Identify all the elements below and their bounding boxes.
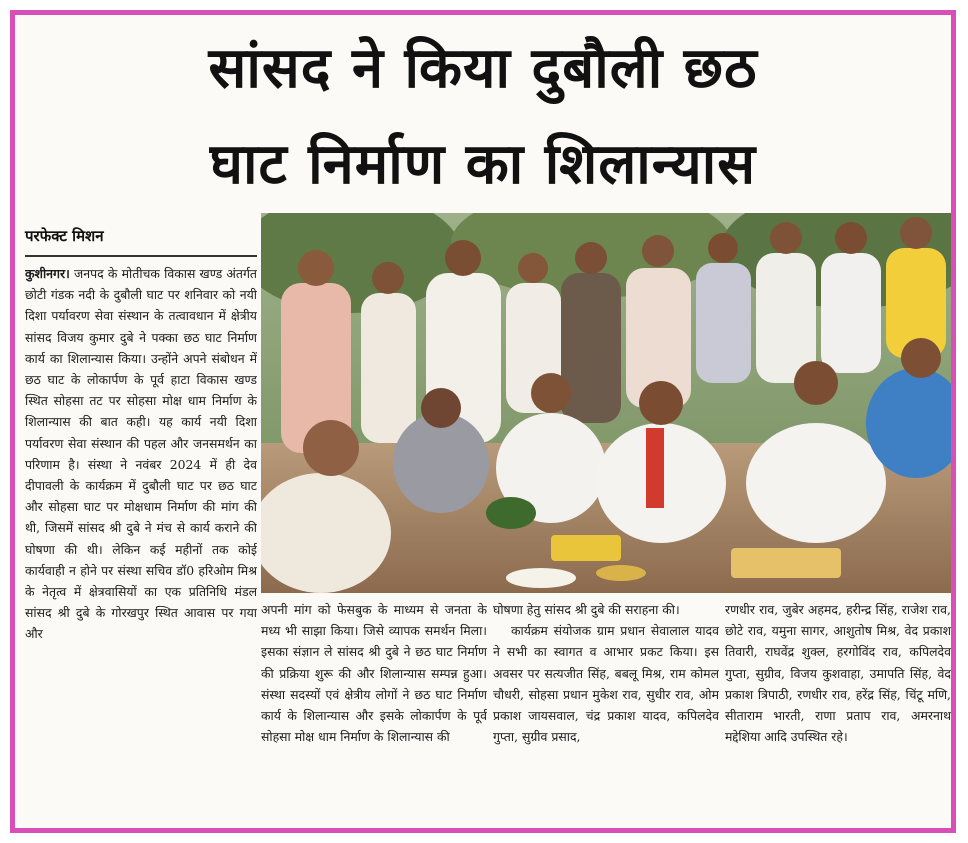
headline-line-1: सांसद ने किया दुबौली छठ: [208, 36, 758, 101]
byline: परफेक्ट मिशन: [25, 221, 257, 257]
headline-line-2: घाट निर्माण का शिलान्यास: [209, 132, 757, 197]
dateline-place: कुशीनगर।: [25, 266, 70, 281]
article-text-col3a: घोषणा हेतु सांसद श्री दुबे की सराहना की।: [493, 602, 680, 617]
article-column-1: [25, 263, 257, 828]
newspaper-clipping: [10, 10, 956, 833]
article-text-col2: अपनी मांग को फेसबुक के माध्यम से जनता के मध्य भी साझा किया। जिसे व्यापक समर्थन मिला। इसका संज्ञान ले सांसद श्री दुबे ने छठ घाट निर्माण की प्रक्रिया शुरू की और शिलान्यास सम्पन्न हुआ। संस्था सदस्यों एवं क्षेत्रीय लोगों ने छठ घाट निर्माण कार्य के शिलान्यास और इसके लोकार्पण के पूर्व सोहसा मोक्ष धाम निर्माण के शिलान्यास की: [261, 602, 487, 745]
event-photo-illustration: [261, 213, 951, 593]
article-text-col4: रणधीर राव, जुबेर अहमद, हरीन्द्र सिंह, राजेश राव, छोटे राव, यमुना सागर, आशुतोष मिश्र, वेद प्रकाश तिवारी, राघवेंद्र शुक्ल, हरगोविंद राव, कपिलदेव गुप्ता, सुग्रीव, विजय कुशवाहा, उमापति सिंह, वेद प्रकाश त्रिपाठी, रणधीर राव, हरेंद्र सिंह, चिंटू मणि, सीताराम भारती, राणा प्रताप राव, अमरनाथ मद्देशिया आदि उपस्थित रहे।: [725, 602, 951, 745]
event-photo: [261, 213, 951, 593]
article-text-col1: जनपद के मोतीचक विकास खण्ड अंतर्गत छोटी गंडक नदी के दुबौली घाट पर शनिवार को नयी दिशा पर्यावरण सेवा संस्थान के तत्वावधान में क्षेत्रीय सांसद विजय कुमार दुबे ने पक्का छठ घाट निर्माण कार्य का शिलान्यास किया। उन्होंने अपने संबोधन में छठ घाट के लोकार्पण के पूर्व हाटा विकास खण्ड स्थित सोहसा तट पर सोहसा मोक्ष धाम निर्माण के शिलान्यास की बात कही। यह कार्य नयी दिशा पर्यावरण सेवा संस्थान की पहल और जनसमर्थन का परिणाम है। संस्था ने नवंबर 2024 में ही देव दीपावली के कार्यक्रम में दुबौली घाट पर छठ घाट और सोहसा घाट पर मोक्षधाम निर्माण की मांग की थी, जिसमें सांसद श्री दुबे ने मंच से कार्य कराने की घोषणा की थी। लेकिन कई महीनों तक कोई कार्यवाही न होने पर संस्था सचिव डॉ0 हरिओम मिश्र के नेतृत्व में क्षेत्रवासियों का एक प्रतिनिधि मंडल सांसद श्री दुबे के गोरखपुर स्थित आवास पर गया और: [25, 266, 257, 642]
article-text-col3b: कार्यक्रम संयोजक ग्राम प्रधान सेवालाल यादव ने सभी का स्वागत व आभार प्रकट किया। इस अवसर पर सत्यजीत सिंह, बबलू मिश्र, राम कोमल चौधरी, सोहसा प्रधान मुकेश राव, सुधीर राव, ओम प्रकाश जायसवाल, चंद्र प्रकाश यादव, कपिलदेव गुप्ता, सुग्रीव प्रसाद,: [493, 623, 719, 745]
article-column-2: [261, 599, 487, 829]
article-column-4: [725, 599, 951, 829]
article-column-3: [493, 599, 719, 829]
